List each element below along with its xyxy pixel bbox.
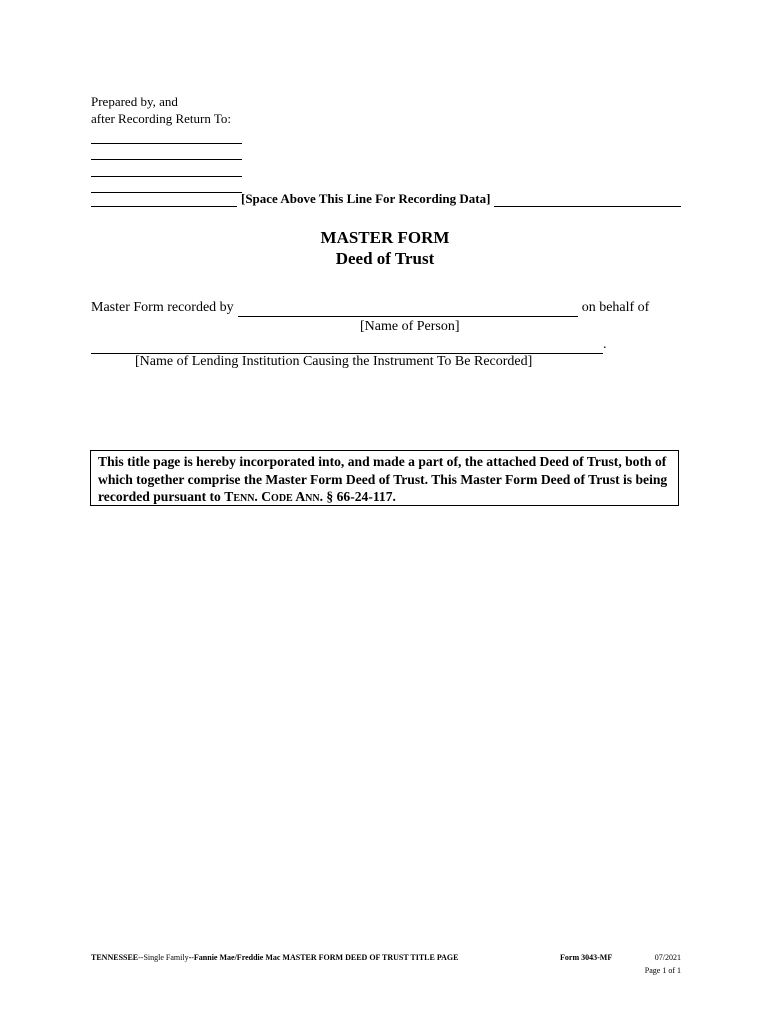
address-blank-line bbox=[91, 160, 242, 177]
address-blank-line bbox=[91, 144, 242, 161]
lender-line bbox=[91, 336, 607, 354]
notice-citation: Tenn. Code Ann. bbox=[224, 489, 324, 504]
footer-date: 07/2021 bbox=[654, 953, 681, 962]
footer-separator: -- bbox=[188, 953, 194, 962]
notice-section: § 66-24-117. bbox=[323, 489, 396, 504]
footer-form-number: Form 3043-MF bbox=[560, 953, 613, 962]
person-name-caption: [Name of Person] bbox=[360, 319, 460, 334]
lender-name-caption: [Name of Lending Institution Causing the Instrument To Be Recorded] bbox=[135, 354, 533, 369]
prepared-by-line2: after Recording Return To: bbox=[91, 110, 232, 126]
recording-data-separator bbox=[91, 191, 681, 207]
prepared-by-block bbox=[91, 94, 242, 193]
footer-family: Single Family bbox=[143, 953, 189, 962]
recorded-by-line bbox=[91, 299, 681, 317]
footer-page-number: Page 1 of 1 bbox=[644, 966, 681, 975]
document-subtitle: Deed of Trust bbox=[335, 249, 435, 268]
footer-state: TENNESSEE bbox=[91, 953, 139, 962]
incorporation-notice-box bbox=[90, 450, 679, 506]
notice-text: This title page is hereby incorporated into, and made a part of, the attached Deed of Trust, both of which together comprise the Master Form Deed of Trust. This Master Form Deed of Trust is being recorded pursuant to bbox=[98, 454, 668, 504]
lender-line-period: . bbox=[603, 337, 607, 352]
footer-title: Fannie Mae/Freddie Mac MASTER FORM DEED OF TRUST TITLE PAGE bbox=[193, 953, 459, 962]
recording-data-label: [Space Above This Line For Recording Data] bbox=[241, 191, 491, 206]
prepared-by-line1: Prepared by, and bbox=[91, 94, 178, 109]
address-blank-line bbox=[91, 127, 242, 144]
person-name-blank bbox=[238, 303, 578, 317]
footer-separator: -- bbox=[138, 953, 144, 962]
document-title: MASTER FORM bbox=[320, 228, 450, 247]
recorded-by-prefix: Master Form recorded by bbox=[91, 300, 234, 315]
separator-rule-right bbox=[494, 194, 681, 207]
footer-form-title bbox=[91, 952, 458, 963]
recorded-by-suffix: on behalf of bbox=[581, 300, 650, 315]
separator-rule-left bbox=[91, 194, 237, 207]
